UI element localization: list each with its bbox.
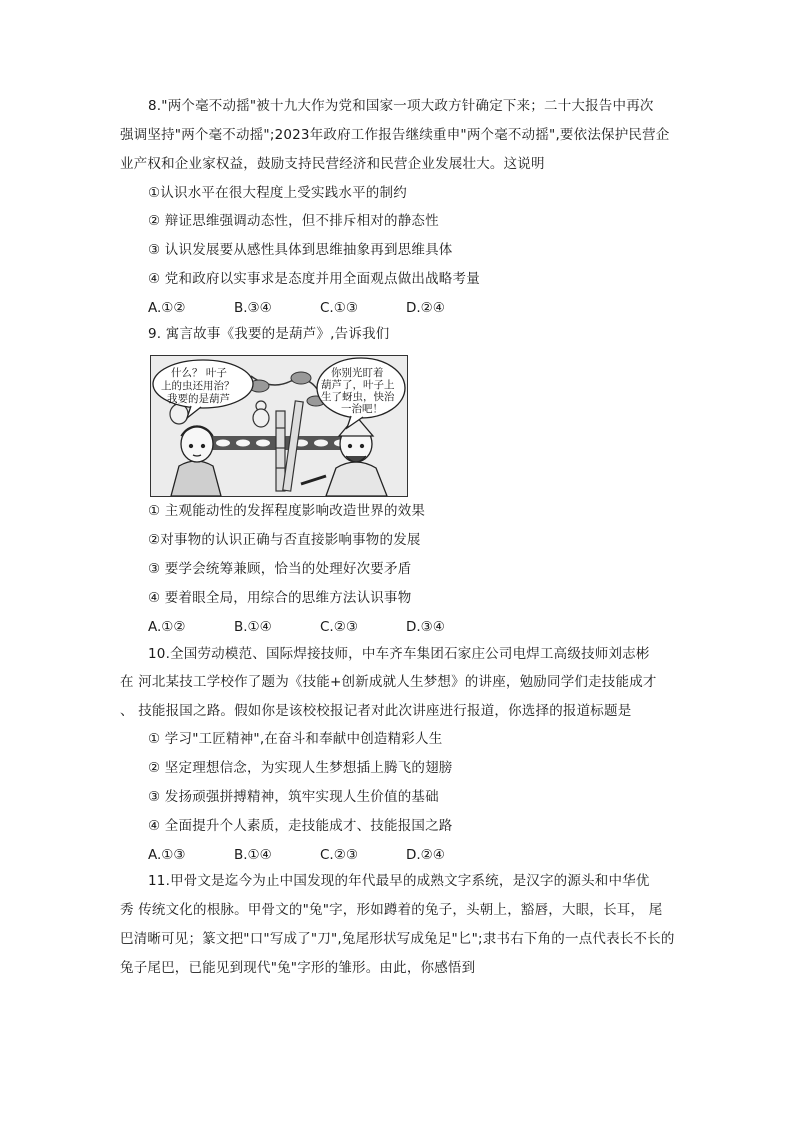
left-bubble-line-3: 我要的是葫芦	[167, 393, 230, 405]
q10-choice-c[interactable]: C.②③	[320, 847, 358, 863]
left-bubble-line-2: 上的虫还用治？	[161, 380, 235, 392]
q10-stem-line-1: 10.全国劳动模范、国际焊接技师，中车齐车集团石家庄公司电焊工高级技师刘志彬	[148, 646, 650, 662]
q8-option-1: ①认识水平在很大程度上受实践水平的制约	[148, 185, 407, 201]
q9-choice-b[interactable]: B.①④	[234, 619, 272, 635]
right-bubble-line-2: 葫芦了，叶子上	[321, 379, 395, 391]
q9-option-4: ④ 要着眼全局，用综合的思维方法认识事物	[148, 590, 412, 606]
q10-choice-d[interactable]: D.②④	[406, 847, 445, 863]
q8-option-3: ③ 认识发展要从感性具体到思维抽象再到思维具体	[148, 242, 453, 258]
q8-choice-d[interactable]: D.②④	[406, 300, 445, 316]
q11-stem-line-2: 秀 传统文化的根脉。甲骨文的"兔"字，形如蹲着的兔子，头朝上，豁唇，大眼，长耳， 尾	[120, 902, 663, 918]
left-bubble-line-1: 什么？ 叶子	[171, 367, 227, 379]
q11-stem-line-4: 兔子尾巴，已能见到现代"兔"字形的雏形。由此，你感悟到	[120, 960, 476, 976]
q10-option-1: ① 学习"工匠精神",在奋斗和奉献中创造精彩人生	[148, 731, 443, 747]
q8-stem-line-1: 8."两个毫不动摇"被十九大作为党和国家一项大政方针确定下来；二十大报告中再次	[148, 98, 654, 114]
q8-stem-line-2: 强调坚持"两个毫不动摇";2023年政府工作报告继续重申"两个毫不动摇",要依法保护民营企	[120, 127, 670, 143]
q11-stem-line-1: 11.甲骨文是迄今为止中国发现的年代最早的成熟文字系统，是汉字的源头和中华优	[148, 873, 650, 889]
q8-option-4: ④ 党和政府以实事求是态度并用全面观点做出战略考量	[148, 271, 480, 287]
q9-option-1: ① 主观能动性的发挥程度影响改造世界的效果	[148, 503, 426, 519]
right-bubble-line-1: 你别光盯着	[331, 367, 384, 379]
q8-stem-line-3: 业产权和企业家权益，鼓励支持民营经济和民营企业发展壮大。这说明	[120, 156, 545, 172]
q9-choice-a[interactable]: A.①②	[148, 619, 186, 635]
q9-choice-d[interactable]: D.③④	[406, 619, 445, 635]
q8-option-2: ② 辩证思维强调动态性，但不排斥相对的静态性	[148, 213, 439, 229]
q10-choice-a[interactable]: A.①③	[148, 847, 186, 863]
q10-option-2: ② 坚定理想信念，为实现人生梦想插上腾飞的翅膀	[148, 760, 453, 776]
right-bubble-line-3: 生了蚜虫，快治	[321, 391, 395, 403]
q9-stem: 9. 寓言故事《我要的是葫芦》,告诉我们	[148, 326, 390, 342]
q9-choices	[148, 618, 492, 636]
cartoon-illustration	[150, 355, 408, 497]
q9-option-2: ②对事物的认识正确与否直接影响事物的发展	[148, 532, 421, 548]
q8-choices	[148, 299, 492, 317]
q11-stem-line-3: 巴清晰可见；篆文把"口"写成了"刀",兔尾形状写成兔足"匕";隶书右下角的一点代表长不长的	[120, 931, 675, 947]
q8-choice-b[interactable]: B.③④	[234, 300, 272, 316]
q10-option-4: ④ 全面提升个人素质，走技能成才、技能报国之路	[148, 818, 453, 834]
q10-choice-b[interactable]: B.①④	[234, 847, 272, 863]
cartoon-drawing	[151, 356, 407, 496]
q10-option-3: ③ 发扬顽强拼搏精神，筑牢实现人生价值的基础	[148, 789, 439, 805]
q10-stem-line-2: 在 河北某技工学校作了题为《技能+创新成就人生梦想》的讲座，勉励同学们走技能成才	[120, 674, 657, 690]
q9-choice-c[interactable]: C.②③	[320, 619, 358, 635]
q10-choices	[148, 846, 492, 864]
q8-choice-c[interactable]: C.①③	[320, 300, 358, 316]
q10-stem-line-3: 、 技能报国之路。假如你是该校校报记者对此次讲座进行报道，你选择的报道标题是	[120, 703, 632, 719]
q8-choice-a[interactable]: A.①②	[148, 300, 186, 316]
q9-option-3: ③ 要学会统筹兼顾，恰当的处理好次要矛盾	[148, 561, 412, 577]
right-bubble-line-4: 一治吧！	[341, 403, 383, 415]
